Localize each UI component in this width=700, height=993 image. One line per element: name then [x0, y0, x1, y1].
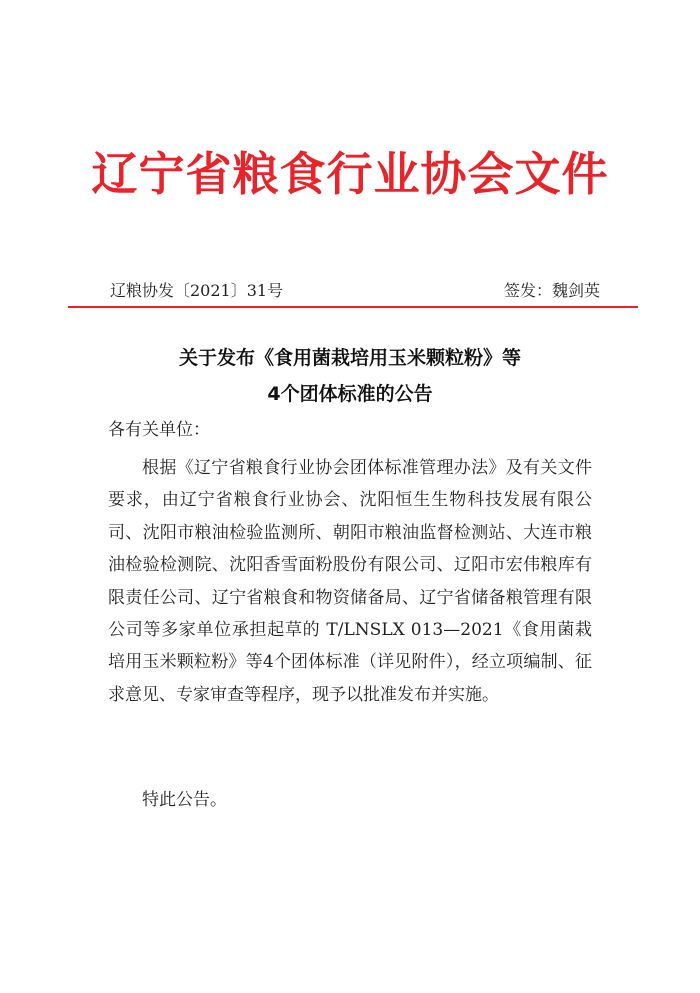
document-number: 辽粮协发〔2021〕31号: [110, 281, 284, 300]
document-header-title: 辽宁省粮食行业协会文件: [91, 147, 609, 201]
notice-title-line-2: 4个团体标准的公告: [267, 383, 433, 405]
notice-title: [0, 340, 700, 412]
document-signer: 签发：魏剑英: [503, 281, 600, 300]
red-divider-line: [68, 306, 638, 308]
notice-body-paragraph: 根据《辽宁省粮食行业协会团体标准管理办法》及有关文件要求，由辽宁省粮食行业协会、沈阳恒生生物科技发展有限公司、沈阳市粮油检验监测所、朝阳市粮油监督检测站、大连市粮油检验检测院、沈阳香雪面粉股份有限公司、辽阳市宏伟粮库有限责任公司、辽宁省粮食和物资储备局、辽宁省储备粮管理有限公司等多家单位承担起草的 T/LNSLX 013—2021《食用菌栽培用玉米颗粒粉》等4个团体标准（详见附件），经立项编制、征求意见、专家审查等程序，现予以批准发布并实施。: [108, 458, 592, 705]
notice-title-line-1: 关于发布《食用菌栽培用玉米颗粒粉》等: [178, 347, 521, 369]
notice-salutation: 各有关单位：: [108, 420, 210, 440]
document-meta-row: [100, 278, 600, 302]
notice-closing: 特此公告。: [142, 790, 227, 810]
